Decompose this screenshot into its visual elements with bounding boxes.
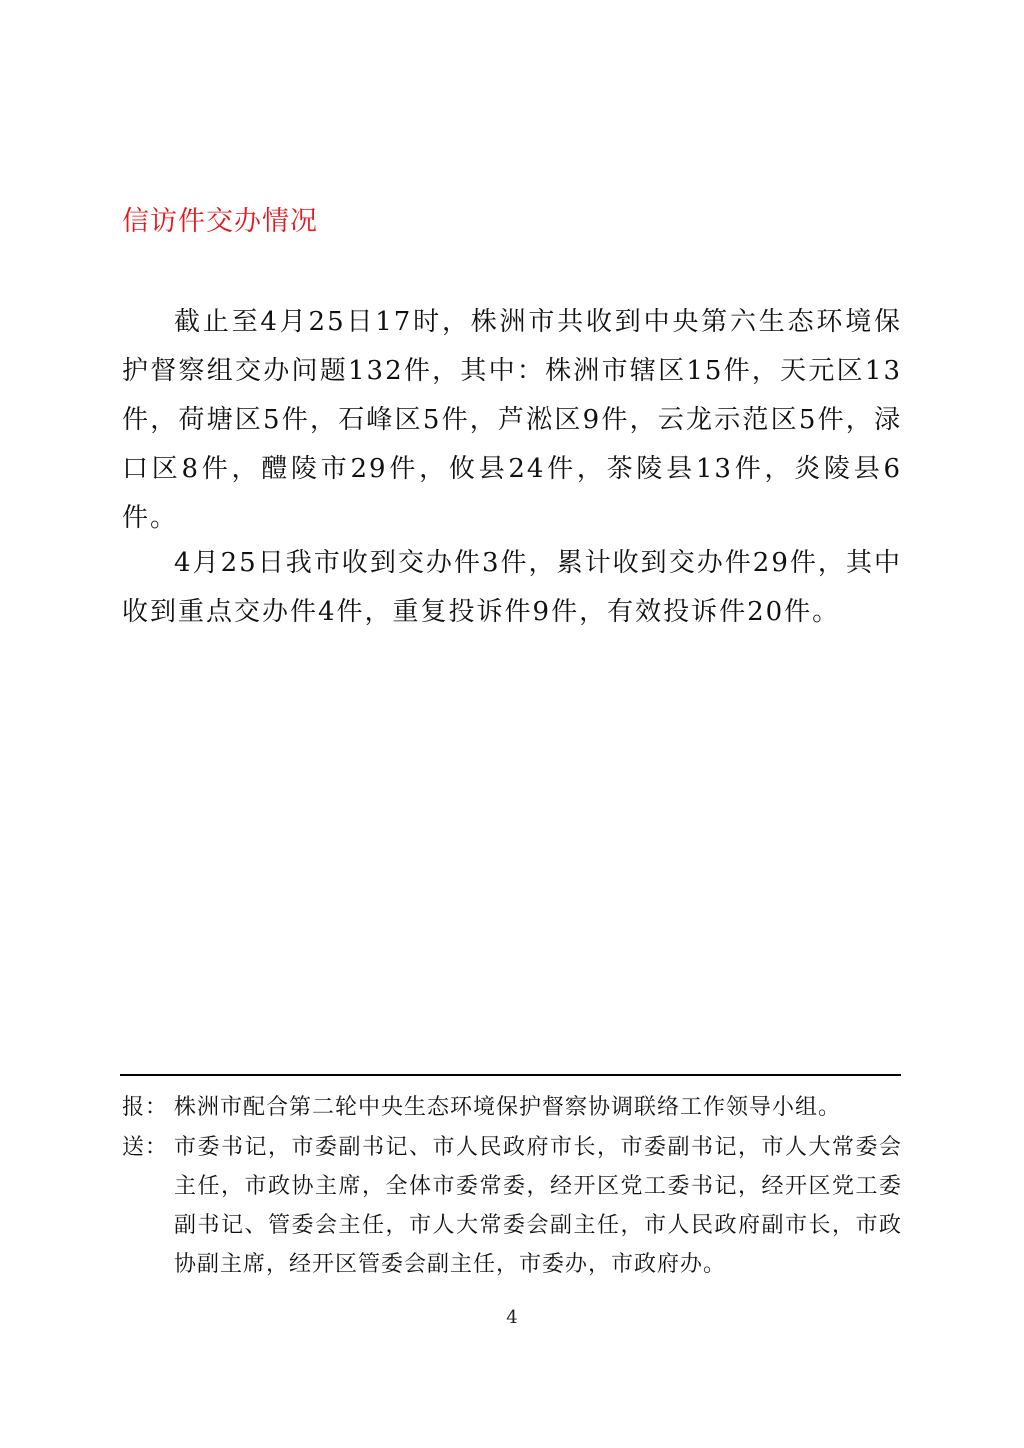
- send-to-block: [122, 1128, 902, 1284]
- distribution-divider: [120, 1074, 901, 1076]
- report-recipients: 株洲市配合第二轮中央生态环境保护督察协调联络工作领导小组。: [174, 1095, 842, 1120]
- body-paragraph-1: 截止至4月25日17时，株洲市共收到中央第六生态环境保护督察组交办问题132件，其中：株洲市辖区15件，天元区13件，荷塘区5件，石峰区5件，芦淞区9件，云龙示范区5件，渌口区8件，醴陵市29件，攸县24件，茶陵县13件，炎陵县6件。: [122, 307, 902, 533]
- send-recipients: 市委书记，市委副书记、市人民政府市长，市委副书记，市人大常委会主任，市政协主席，全体市委常委，经开区党工委书记，经开区党工委副书记、管委会主任，市人大常委会副主任，市人民政府副市长，市政协副主席，经开区管委会副主任，市委办，市政府办。: [174, 1135, 902, 1277]
- page-number: 4: [506, 1307, 518, 1328]
- section-heading: 信访件交办情况: [122, 206, 318, 237]
- report-to-line: [122, 1088, 902, 1127]
- body-paragraph-2: 4月25日我市收到交办件3件，累计收到交办件29件，其中收到重点交办件4件，重复投诉件9件，有效投诉件20件。: [122, 548, 902, 627]
- send-label: 送：: [122, 1135, 169, 1160]
- report-label: 报：: [122, 1095, 169, 1120]
